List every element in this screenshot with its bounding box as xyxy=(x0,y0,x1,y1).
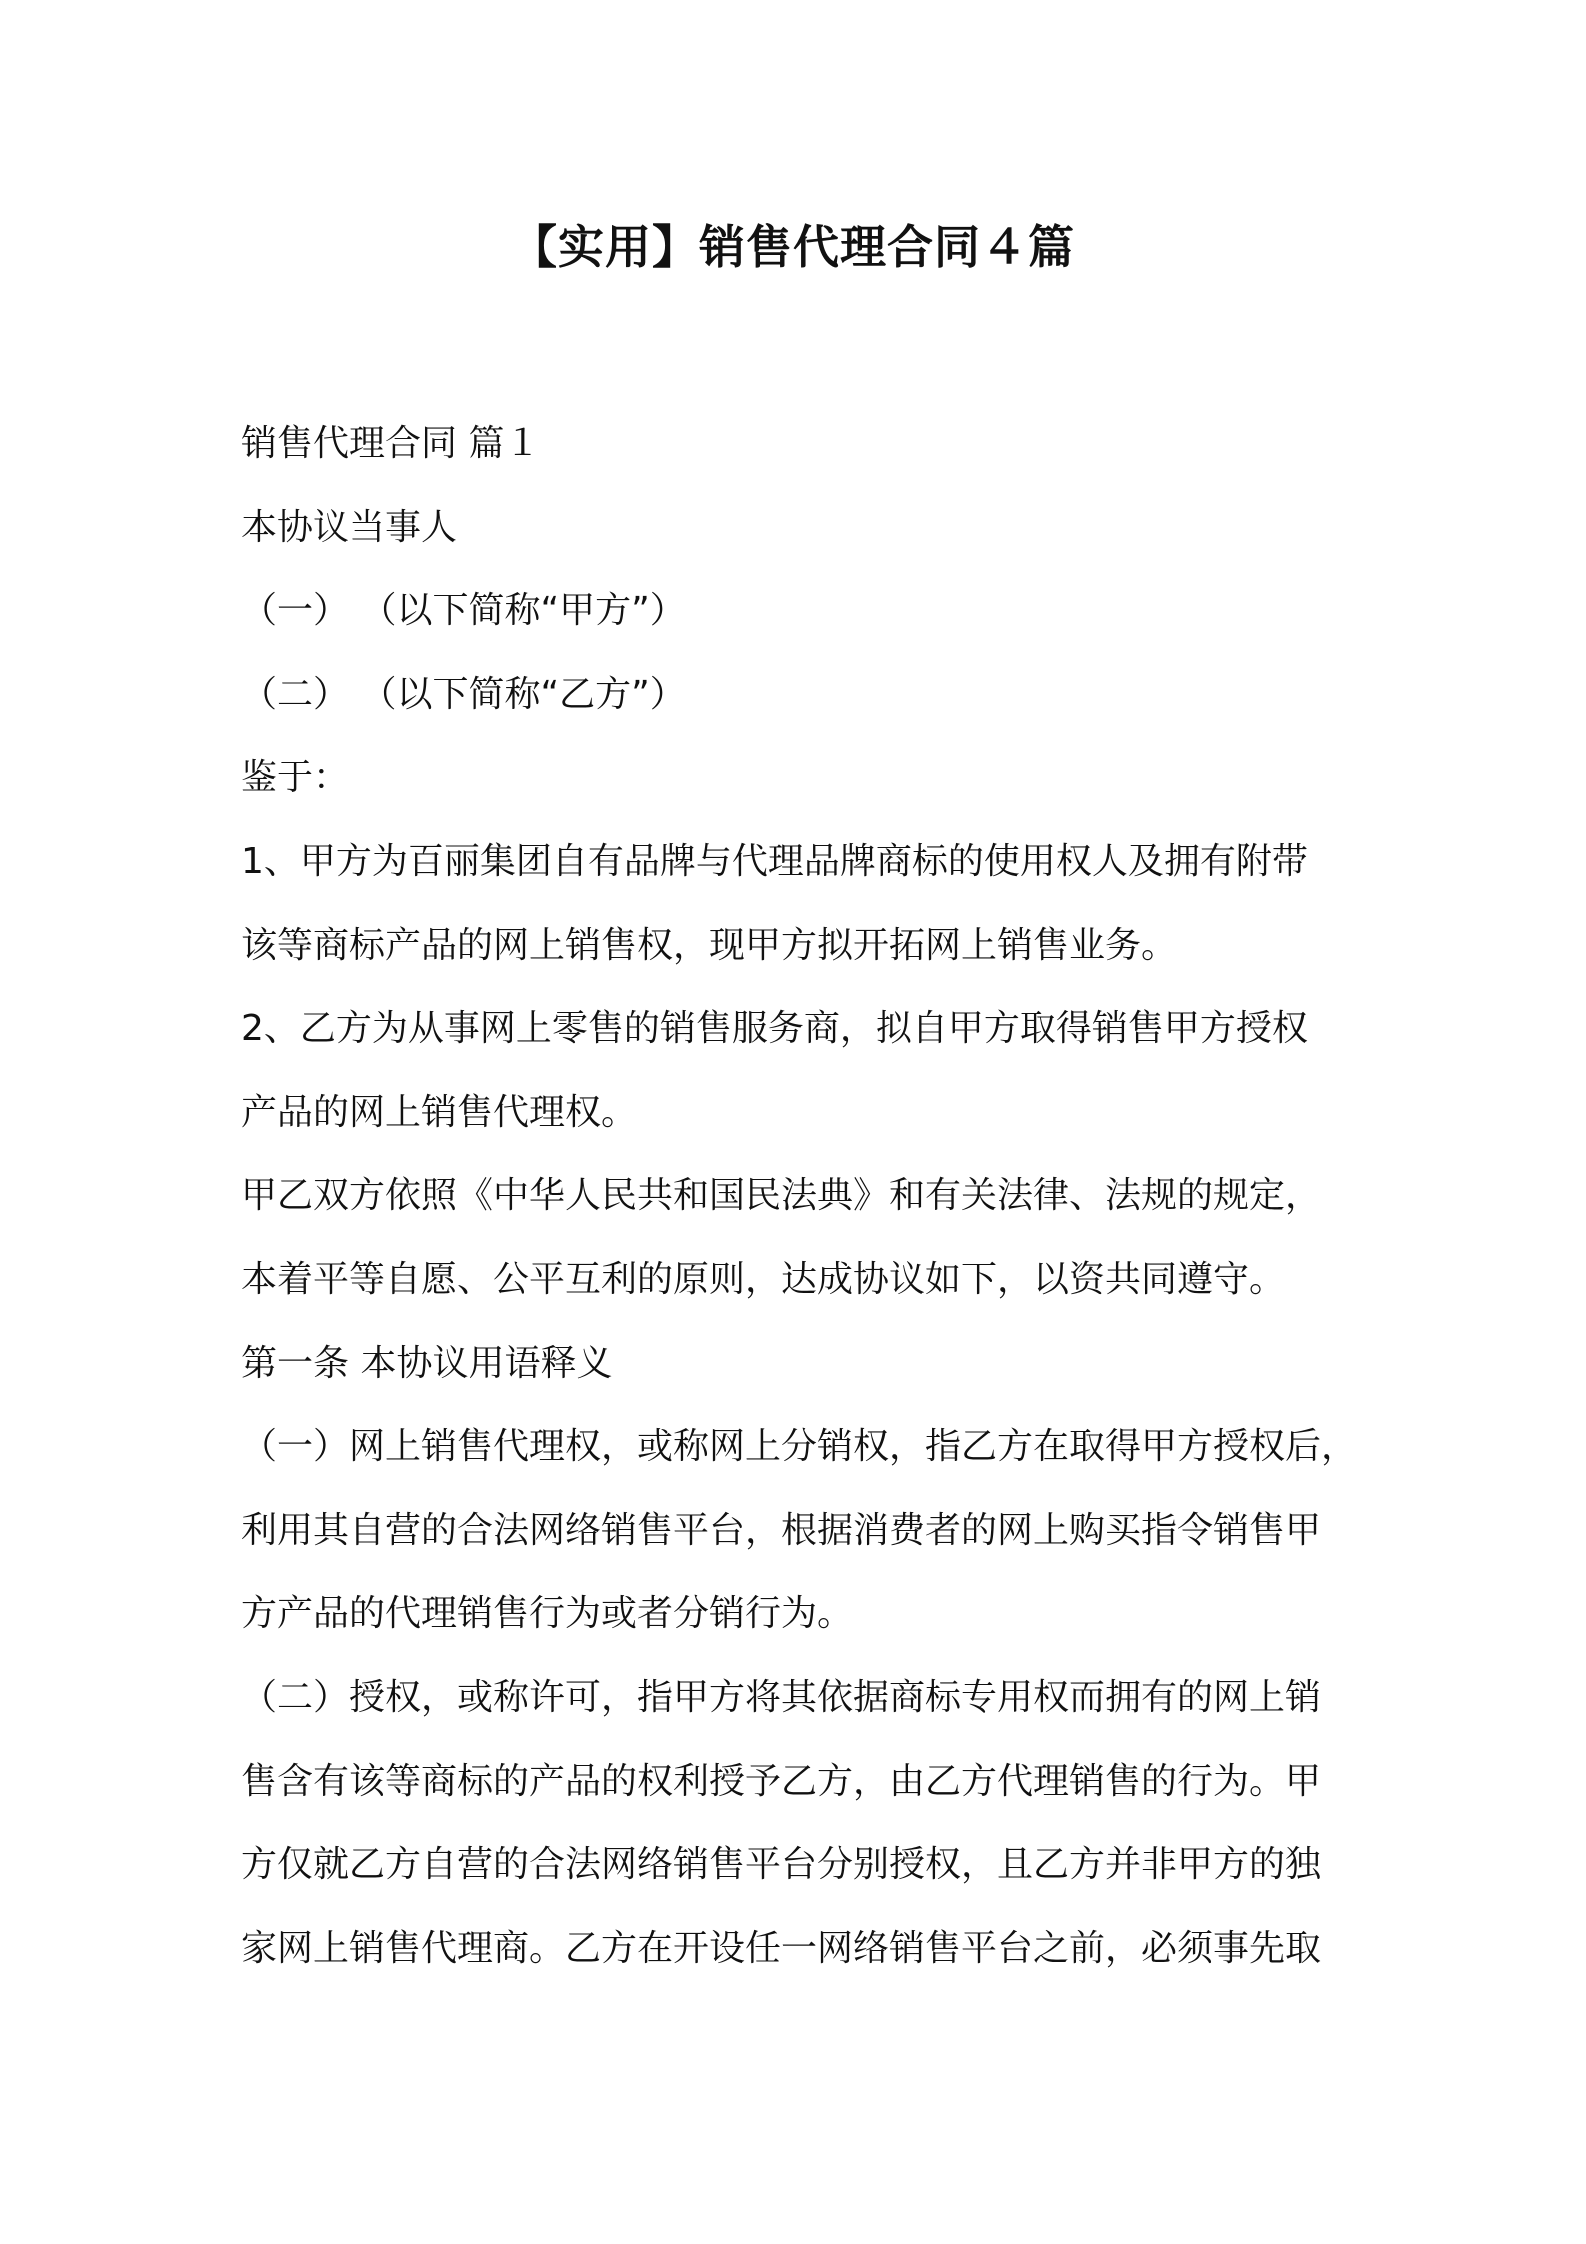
text-line: 2、乙方为从事网上零售的销售服务商，拟自甲方取得销售甲方授权 xyxy=(241,1008,1308,1050)
text-line: 第一条 本协议用语释义 xyxy=(241,1342,613,1384)
text-line: 销售代理合同 篇１ xyxy=(241,423,541,464)
text-line: 产品的网上销售代理权。 xyxy=(241,1091,638,1133)
document-body xyxy=(241,402,1366,1990)
text-line: 该等商标产品的网上销售权，现甲方拟开拓网上销售业务。 xyxy=(241,924,1178,966)
text-line: （二） （以下简称“乙方”） xyxy=(241,673,686,715)
text-line: 本协议当事人 xyxy=(241,506,458,548)
text-line: 1、甲方为百丽集团自有品牌与代理品牌商标的使用权人及拥有附带 xyxy=(241,840,1308,882)
text-line: 售含有该等商标的产品的权利授予乙方，由乙方代理销售的行为。甲 xyxy=(241,1760,1322,1802)
text-line: 家网上销售代理商。乙方在开设任一网络销售平台之前，必须事先取 xyxy=(241,1927,1322,1969)
text-line: （一）网上销售代理权，或称网上分销权，指乙方在取得甲方授权后， xyxy=(241,1426,1358,1468)
text-line: 方仅就乙方自营的合法网络销售平台分别授权，且乙方并非甲方的独 xyxy=(241,1844,1322,1886)
text-line: （一） （以下简称“甲方”） xyxy=(241,590,686,632)
document-title: 【实用】销售代理合同４篇 xyxy=(511,220,1075,274)
text-line: 甲乙双方依照《中华人民共和国民法典》和有关法律、法规的规定， xyxy=(241,1175,1322,1217)
text-line: 本着平等自愿、公平互利的原则，达成协议如下，以资共同遵守。 xyxy=(241,1258,1286,1300)
text-line: 鉴于： xyxy=(241,757,350,799)
text-line: （二）授权，或称许可，指甲方将其依据商标专用权而拥有的网上销 xyxy=(241,1676,1322,1718)
text-line: 方产品的代理销售行为或者分销行为。 xyxy=(241,1593,854,1635)
text-line: 利用其自营的合法网络销售平台，根据消费者的网上购买指令销售甲 xyxy=(241,1509,1322,1551)
